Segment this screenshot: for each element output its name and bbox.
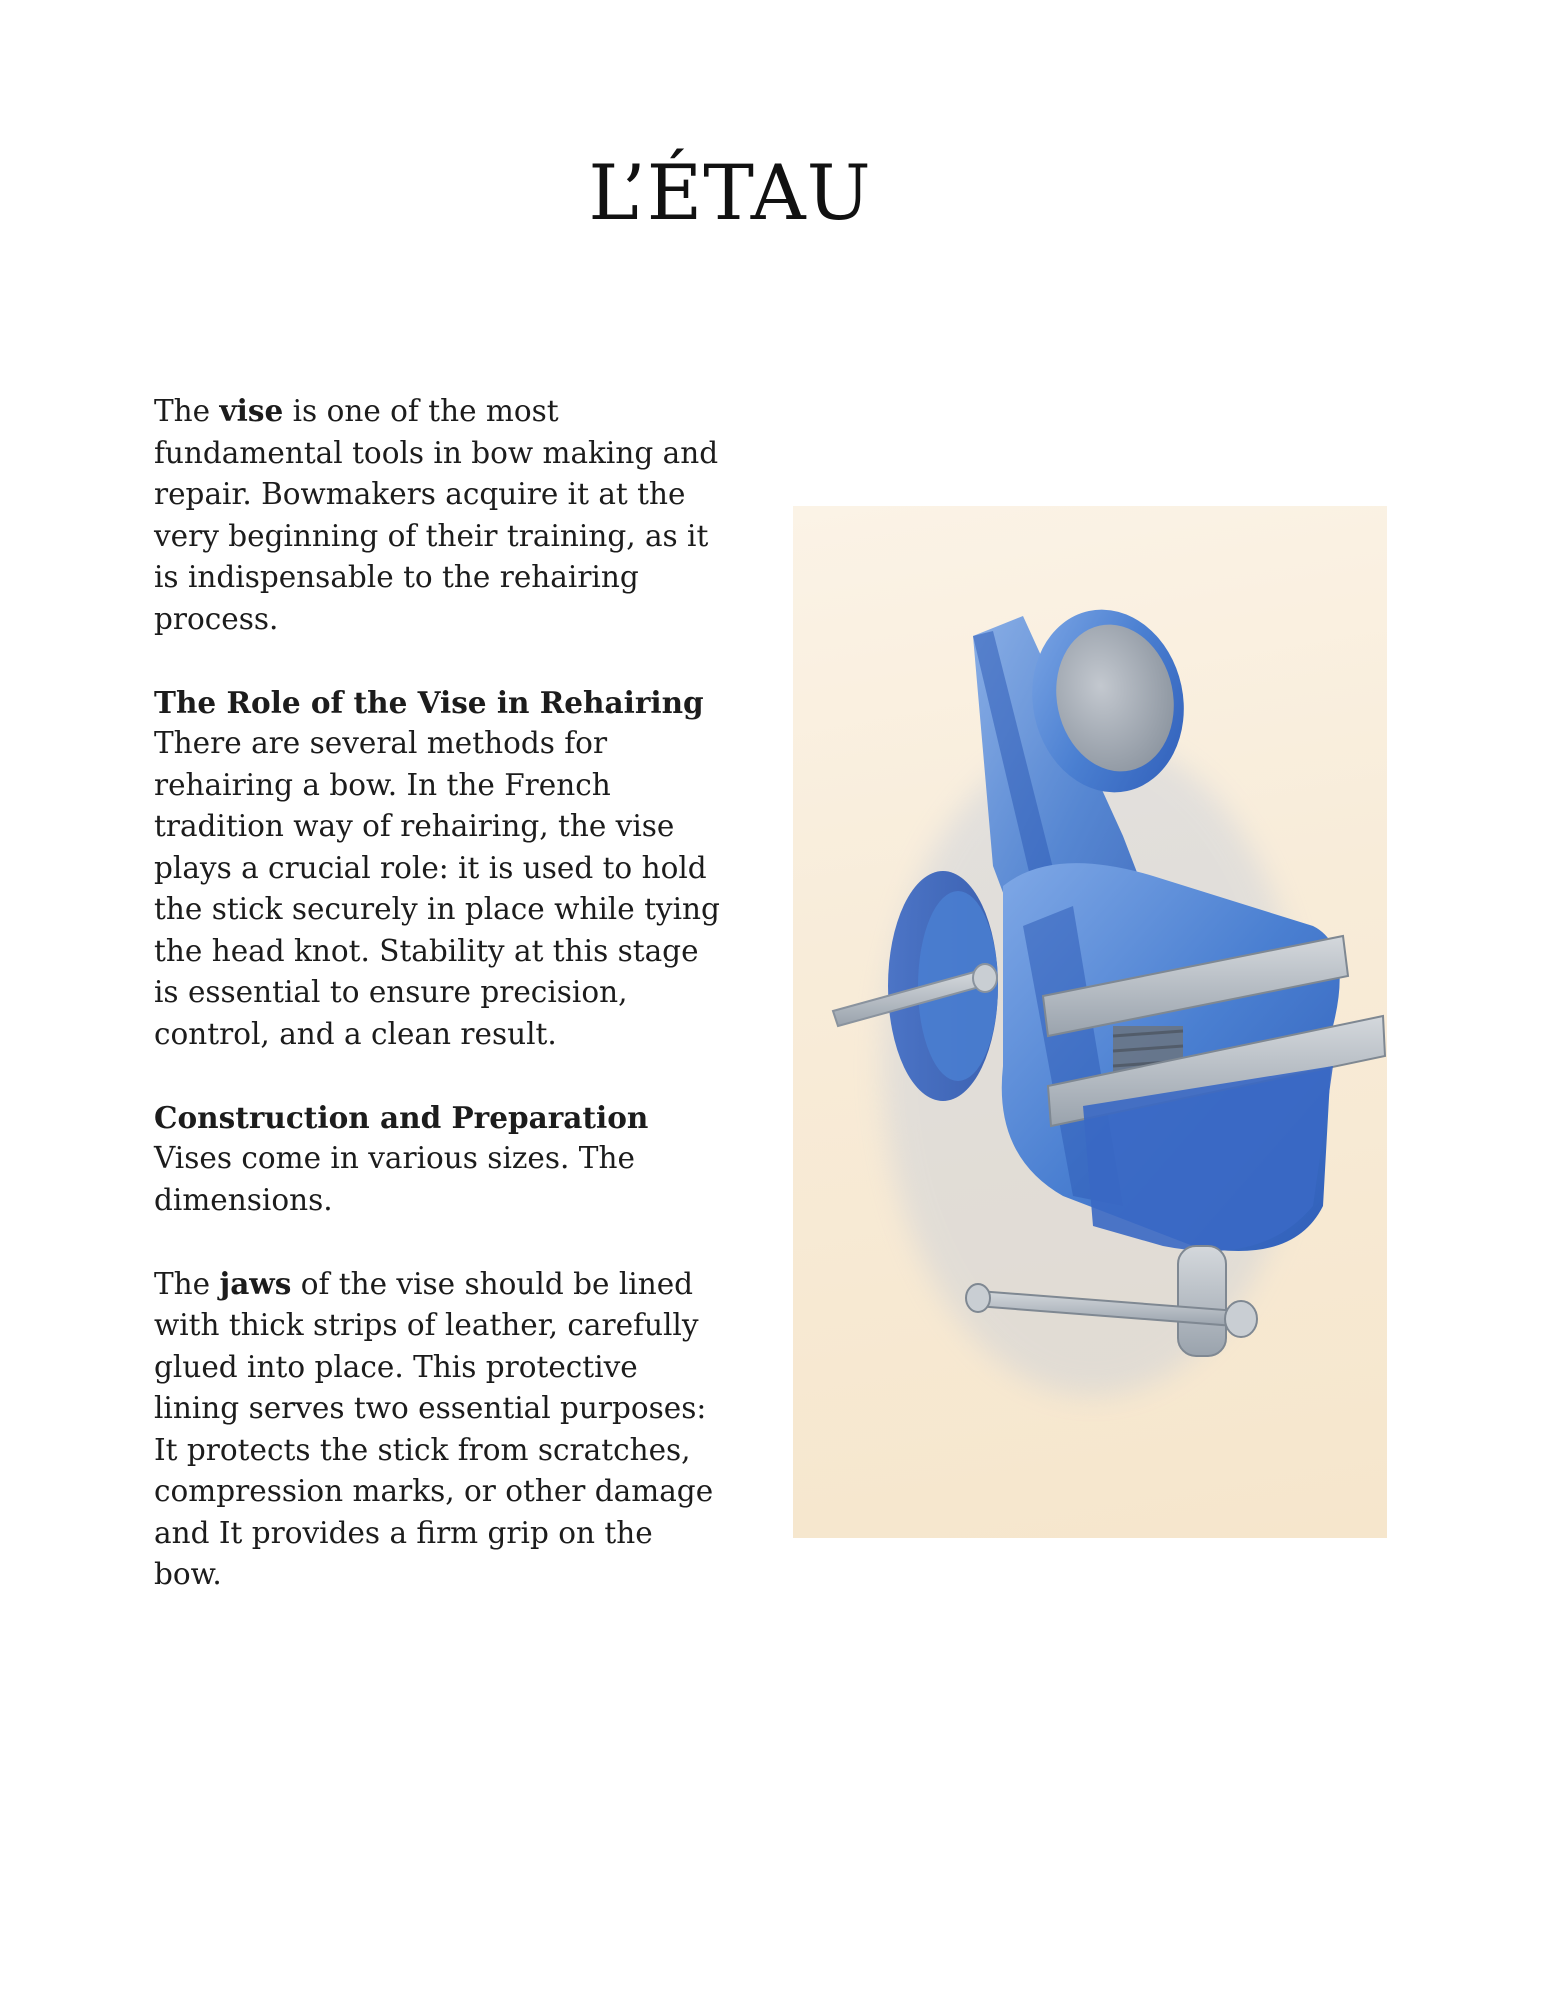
page-title: L’ÉTAU — [588, 148, 872, 237]
screw-shaft — [1178, 1246, 1226, 1356]
role-section-body: There are several methods for rehairing a bow. In the French tradition way of rehairing, the vise plays a crucial role: it is used to hold the stick securely in place while tying the head knot. Stability at this stage is essential to ensure precision, control, and a clean result. — [154, 726, 720, 1051]
body-text-column — [154, 390, 724, 1637]
intro-bold-term: vise — [219, 393, 284, 428]
jaws-paragraph — [154, 1263, 724, 1596]
handle-end-left — [966, 1284, 990, 1312]
jaws-bold-term: jaws — [219, 1265, 292, 1301]
base-lock-knob — [973, 964, 997, 992]
vise-drawing — [793, 506, 1387, 1538]
handle-end-right — [1225, 1301, 1257, 1337]
jaws-text-start: The — [154, 1266, 220, 1301]
role-section-heading: The Role of the Vise in Rehairing — [154, 684, 704, 720]
jaws-text-rest: of the vise should be lined with thick strips of leather, carefully glued into place. This protective lining serves two essential purposes: It protects the stick from scratches, compression marks, or other damage and It provides a firm grip on the bow. — [154, 1266, 714, 1591]
construction-section — [154, 1097, 724, 1222]
construction-section-heading: Construction and Preparation — [154, 1099, 649, 1135]
intro-text-rest: is one of the most fundamental tools in bow making and repair. Bowmakers acquire it at the very beginning of their training, as it is indispensable to the rehairing process. — [154, 394, 719, 636]
vise-illustration — [793, 506, 1387, 1538]
role-section — [154, 682, 724, 1056]
intro-text-start: The — [154, 394, 220, 428]
intro-paragraph — [154, 390, 724, 640]
construction-section-body: Vises come in various sizes. The dimensions. — [154, 1141, 635, 1217]
